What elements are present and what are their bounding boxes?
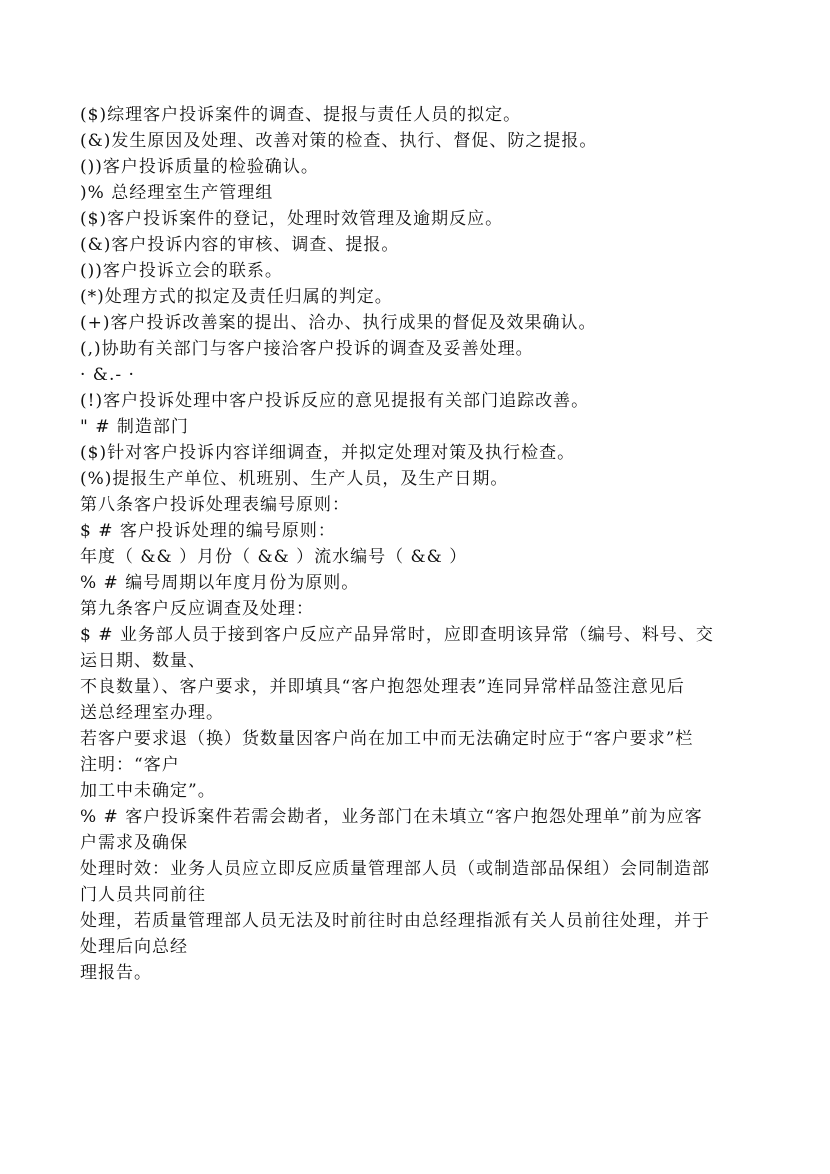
- text-line: 送总经理室办理。: [80, 703, 224, 723]
- text-line: 若客户要求退（换）货数量因客户尚在加工中而无法确定时应于“客户要求”栏: [80, 729, 694, 749]
- text-line: (,)协助有关部门与客户接洽客户投诉的调查及妥善处理。: [80, 339, 534, 359]
- text-line: 年度（ && ）月份（ && ）流水编号（ && ）: [80, 547, 468, 567]
- text-line: 运日期、数量、: [80, 651, 206, 671]
- text-line: 门人员共同前往: [80, 885, 206, 905]
- text-line: ())客户投诉立会的联系。: [80, 261, 283, 281]
- section-heading: )% 总经理室生产管理组: [80, 183, 274, 203]
- text-line: 处理时效：业务人员应立即反应质量管理部人员（或制造部品保组）会同制造部: [80, 859, 710, 879]
- article-heading: 第八条客户投诉处理表编号原则：: [80, 495, 350, 515]
- text-line: ())客户投诉质量的检验确认。: [80, 157, 319, 177]
- text-line: 处理后向总经: [80, 937, 188, 957]
- text-line: ($)客户投诉案件的登记，处理时效管理及逾期反应。: [80, 209, 504, 229]
- section-heading: " # 制造部门: [80, 417, 189, 437]
- text-line: $ # 客户投诉处理的编号原则：: [80, 521, 336, 541]
- text-line: (*)处理方式的拟定及责任归属的判定。: [80, 287, 393, 307]
- separator-line: · &.- ·: [80, 365, 135, 385]
- text-line: 理报告。: [80, 963, 152, 983]
- text-line: 处理，若质量管理部人员无法及时前往时由总经理指派有关人员前往处理，并于: [80, 911, 710, 931]
- document-body: [80, 102, 760, 986]
- text-line: % # 客户投诉案件若需会勘者，业务部门在未填立“客户抱怨处理单”前为应客: [80, 807, 703, 827]
- text-line: (!)客户投诉处理中客户投诉反应的意见提报有关部门追踪改善。: [80, 391, 590, 411]
- text-line: ($)针对客户投诉内容详细调查，并拟定处理对策及执行检查。: [80, 443, 576, 463]
- text-line: 不良数量）、客户要求，并即填具“客户抱怨处理表”连同异常样品签注意见后: [80, 677, 685, 697]
- text-line: ($)综理客户投诉案件的调查、提报与责任人员的拟定。: [80, 105, 522, 125]
- article-heading: 第九条客户反应调查及处理：: [80, 599, 314, 619]
- text-line: 户需求及确保: [80, 833, 188, 853]
- text-line: (&)发生原因及处理、改善对策的检查、执行、督促、防之提报。: [80, 131, 598, 151]
- text-line: (&)客户投诉内容的审核、调查、提报。: [80, 235, 400, 255]
- text-line: (+)客户投诉改善案的提出、洽办、执行成果的督促及效果确认。: [80, 313, 597, 333]
- text-line: 加工中未确定”。: [80, 781, 216, 801]
- text-line: % # 编号周期以年度月份为原则。: [80, 573, 360, 593]
- text-line: $ # 业务部人员于接到客户反应产品异常时，应即查明该异常（编号、料号、交: [80, 625, 714, 645]
- text-line: 注明：“客户: [80, 755, 180, 775]
- text-line: (%)提报生产单位、机班别、生产人员，及生产日期。: [80, 469, 509, 489]
